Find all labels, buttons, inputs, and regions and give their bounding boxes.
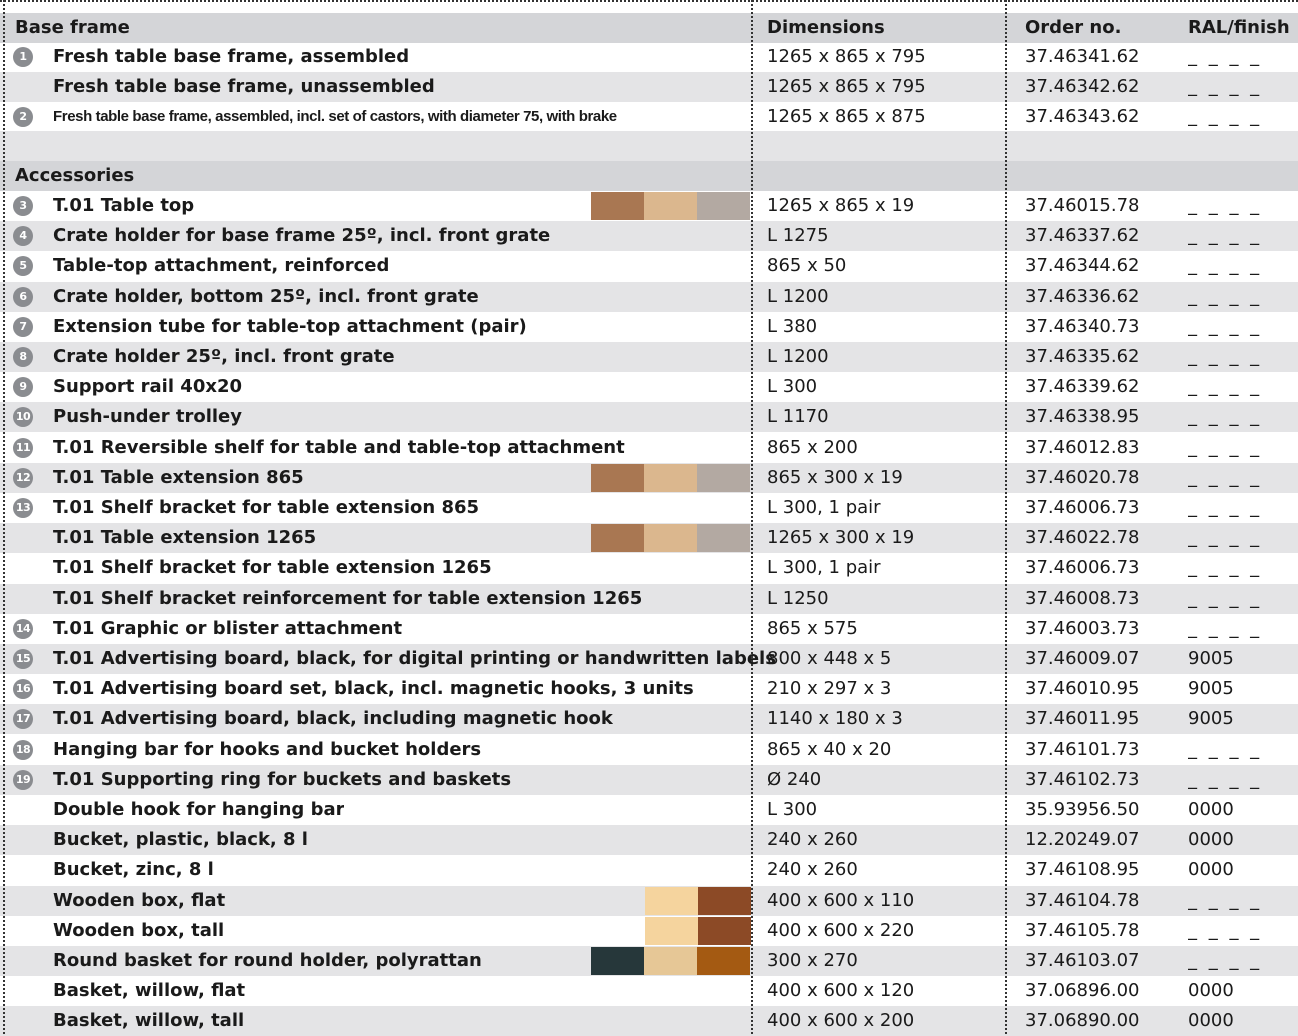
spacer-row — [0, 131, 1298, 161]
finish-swatch-wood-dark — [591, 524, 644, 552]
table-row — [0, 886, 1298, 916]
item-description: T.01 Advertising board, black, for digital printing or handwritten labels — [53, 648, 776, 669]
table-row — [0, 191, 1298, 221]
finish-swatch-wood-light — [644, 192, 697, 220]
item-ral-finish: _ _ _ _ — [1188, 739, 1263, 760]
item-dimensions: 865 x 575 — [767, 618, 858, 639]
item-order-number: 37.46009.07 — [1025, 648, 1140, 669]
item-order-number: 37.46102.73 — [1025, 769, 1140, 790]
item-order-number: 37.46101.73 — [1025, 739, 1140, 760]
item-description: Round basket for round holder, polyrattan — [53, 950, 482, 971]
item-dimensions: L 300 — [767, 376, 818, 397]
column-divider-order — [1005, 0, 1007, 1034]
table-row — [0, 42, 1298, 72]
table-row — [0, 282, 1298, 312]
table-row — [0, 433, 1298, 463]
item-dimensions: 400 x 600 x 220 — [767, 920, 915, 941]
table-row — [0, 735, 1298, 765]
table-row — [0, 342, 1298, 372]
item-description: Extension tube for table-top attachment (pair) — [53, 316, 527, 337]
item-ral-finish: 9005 — [1188, 678, 1234, 699]
item-description: Crate holder, bottom 25º, incl. front grate — [53, 286, 479, 307]
item-order-number: 37.06896.00 — [1025, 980, 1140, 1001]
item-ral-finish: _ _ _ _ — [1188, 316, 1263, 337]
item-dimensions: L 1250 — [767, 588, 829, 609]
item-dimensions: L 300, 1 pair — [767, 497, 881, 518]
table-row — [0, 1006, 1298, 1036]
item-description: T.01 Table extension 1265 — [53, 527, 317, 548]
item-order-number: 37.46337.62 — [1025, 225, 1140, 246]
finish-swatch-wood-light — [644, 464, 697, 492]
item-ral-finish: _ _ _ _ — [1188, 255, 1263, 276]
item-description: Wooden box, flat — [53, 890, 226, 911]
item-description: T.01 Shelf bracket reinforcement for table extension 1265 — [53, 588, 643, 609]
item-description: T.01 Table extension 865 — [53, 467, 304, 488]
base-frame-heading: Base frame — [15, 17, 130, 38]
item-ral-finish: _ _ _ _ — [1188, 106, 1263, 127]
item-number-badge: 14 — [13, 619, 33, 639]
item-number-badge: 9 — [13, 377, 33, 397]
item-dimensions: 865 x 40 x 20 — [767, 739, 892, 760]
item-description: T.01 Table top — [53, 195, 195, 216]
item-number-badge: 18 — [13, 740, 33, 760]
item-ral-finish: _ _ _ _ — [1188, 769, 1263, 790]
item-order-number: 37.46108.95 — [1025, 859, 1140, 880]
item-order-number: 37.46006.73 — [1025, 497, 1140, 518]
item-dimensions: L 380 — [767, 316, 818, 337]
finish-swatch-pine — [645, 917, 698, 945]
finish-swatches — [645, 917, 751, 945]
item-order-number: 37.46104.78 — [1025, 890, 1140, 911]
finish-swatch-wood-light — [644, 524, 697, 552]
item-ral-finish: 0000 — [1188, 980, 1234, 1001]
table-row — [0, 584, 1298, 614]
finish-swatches — [591, 947, 750, 975]
item-dimensions: 240 x 260 — [767, 859, 858, 880]
item-number-badge: 12 — [13, 468, 33, 488]
item-ral-finish: _ _ _ _ — [1188, 618, 1263, 639]
item-description: Bucket, plastic, black, 8 l — [53, 829, 308, 850]
item-ral-finish: _ _ _ _ — [1188, 950, 1263, 971]
item-ral-finish: _ _ _ _ — [1188, 195, 1263, 216]
item-order-number: 35.93956.50 — [1025, 799, 1140, 820]
item-description: T.01 Advertising board, black, including magnetic hook — [53, 708, 613, 729]
table-row — [0, 704, 1298, 734]
ral-heading: RAL/finish — [1188, 17, 1290, 38]
item-description: Hanging bar for hooks and bucket holders — [53, 739, 482, 760]
item-description: Push-under trolley — [53, 406, 242, 427]
item-order-number: 37.46341.62 — [1025, 46, 1140, 67]
dimensions-heading: Dimensions — [767, 17, 885, 38]
table-row — [0, 221, 1298, 251]
item-description: Fresh table base frame, unassembled — [53, 76, 435, 97]
item-description: Crate holder 25º, incl. front grate — [53, 346, 395, 367]
item-order-number: 37.46012.83 — [1025, 437, 1140, 458]
item-dimensions: 800 x 448 x 5 — [767, 648, 892, 669]
item-dimensions: 1265 x 865 x 795 — [767, 76, 926, 97]
item-ral-finish: _ _ _ _ — [1188, 557, 1263, 578]
item-ral-finish: _ _ _ _ — [1188, 527, 1263, 548]
item-order-number: 37.46340.73 — [1025, 316, 1140, 337]
finish-swatch-concrete — [697, 192, 750, 220]
item-dimensions: 1265 x 300 x 19 — [767, 527, 915, 548]
item-description: T.01 Supporting ring for buckets and baskets — [53, 769, 512, 790]
item-ral-finish: _ _ _ _ — [1188, 286, 1263, 307]
finish-swatch-walnut — [698, 887, 751, 915]
table-row — [0, 251, 1298, 281]
item-number-badge: 10 — [13, 407, 33, 427]
order-no-heading: Order no. — [1025, 17, 1122, 38]
item-ral-finish: 0000 — [1188, 829, 1234, 850]
item-ral-finish: _ _ _ _ — [1188, 76, 1263, 97]
table-row — [0, 916, 1298, 946]
item-description: Crate holder for base frame 25º, incl. front grate — [53, 225, 551, 246]
item-ral-finish: _ _ _ _ — [1188, 890, 1263, 911]
item-number-badge: 16 — [13, 679, 33, 699]
item-number-badge: 7 — [13, 317, 33, 337]
item-number-badge: 17 — [13, 709, 33, 729]
item-dimensions: L 300 — [767, 799, 818, 820]
item-order-number: 37.46020.78 — [1025, 467, 1140, 488]
finish-swatch-brown — [697, 947, 750, 975]
item-ral-finish: 9005 — [1188, 648, 1234, 669]
item-order-number: 37.46103.07 — [1025, 950, 1140, 971]
item-description: Fresh table base frame, assembled, incl. set of castors, with diameter 75, with brake — [53, 108, 617, 125]
item-description: T.01 Reversible shelf for table and table-top attachment — [53, 437, 625, 458]
item-ral-finish: 0000 — [1188, 859, 1234, 880]
item-order-number: 37.46015.78 — [1025, 195, 1140, 216]
item-description: Support rail 40x20 — [53, 376, 242, 397]
table-row — [0, 102, 1298, 132]
item-description: T.01 Advertising board set, black, incl. magnetic hooks, 3 units — [53, 678, 694, 699]
table-row — [0, 946, 1298, 976]
item-dimensions: 400 x 600 x 120 — [767, 980, 915, 1001]
finish-swatches — [591, 192, 750, 220]
table-row — [0, 644, 1298, 674]
item-description: Double hook for hanging bar — [53, 799, 345, 820]
item-number-badge: 2 — [13, 107, 33, 127]
table-row — [0, 493, 1298, 523]
item-ral-finish: _ _ _ _ — [1188, 225, 1263, 246]
item-dimensions: 1265 x 865 x 875 — [767, 106, 926, 127]
item-number-badge: 8 — [13, 347, 33, 367]
item-order-number: 37.46006.73 — [1025, 557, 1140, 578]
item-order-number: 37.46022.78 — [1025, 527, 1140, 548]
item-dimensions: 865 x 200 — [767, 437, 858, 458]
finish-swatches — [645, 887, 751, 915]
item-order-number: 37.46335.62 — [1025, 346, 1140, 367]
item-ral-finish: 9005 — [1188, 708, 1234, 729]
item-dimensions: Ø 240 — [767, 769, 822, 790]
table-row — [0, 72, 1298, 102]
table-row — [0, 402, 1298, 432]
table-row — [0, 372, 1298, 402]
item-dimensions: L 300, 1 pair — [767, 557, 881, 578]
item-dimensions: 210 x 297 x 3 — [767, 678, 892, 699]
item-number-badge: 1 — [13, 47, 33, 67]
item-order-number: 37.46010.95 — [1025, 678, 1140, 699]
table-row — [0, 614, 1298, 644]
item-number-badge: 4 — [13, 226, 33, 246]
item-description: Fresh table base frame, assembled — [53, 46, 410, 67]
item-dimensions: 300 x 270 — [767, 950, 858, 971]
item-dimensions: L 1200 — [767, 286, 829, 307]
finish-swatch-wood-dark — [591, 192, 644, 220]
item-order-number: 37.46343.62 — [1025, 106, 1140, 127]
accessories-header — [0, 161, 1298, 191]
item-dimensions: 1265 x 865 x 795 — [767, 46, 926, 67]
item-description: Wooden box, tall — [53, 920, 225, 941]
item-description: T.01 Graphic or blister attachment — [53, 618, 403, 639]
item-description: Basket, willow, flat — [53, 980, 246, 1001]
finish-swatches — [591, 524, 750, 552]
item-order-number: 37.46011.95 — [1025, 708, 1140, 729]
table-row — [0, 795, 1298, 825]
column-divider-dimensions — [751, 0, 753, 1034]
item-ral-finish: 0000 — [1188, 799, 1234, 820]
table-row — [0, 463, 1298, 493]
item-dimensions: 1140 x 180 x 3 — [767, 708, 903, 729]
item-ral-finish: _ _ _ _ — [1188, 437, 1263, 458]
table-row — [0, 523, 1298, 553]
finish-swatch-wood-dark — [591, 464, 644, 492]
item-number-badge: 5 — [13, 256, 33, 276]
item-description: T.01 Shelf bracket for table extension 1265 — [53, 557, 492, 578]
table-row — [0, 765, 1298, 795]
table-header — [0, 13, 1298, 43]
item-dimensions: 400 x 600 x 200 — [767, 1010, 915, 1031]
item-ral-finish: _ _ _ _ — [1188, 406, 1263, 427]
item-ral-finish: _ _ _ _ — [1188, 920, 1263, 941]
item-ral-finish: _ _ _ _ — [1188, 376, 1263, 397]
item-ral-finish: _ _ _ _ — [1188, 46, 1263, 67]
item-description: Bucket, zinc, 8 l — [53, 859, 214, 880]
item-dimensions: 240 x 260 — [767, 829, 858, 850]
item-number-badge: 3 — [13, 196, 33, 216]
item-dimensions: 865 x 300 x 19 — [767, 467, 903, 488]
item-order-number: 37.06890.00 — [1025, 1010, 1140, 1031]
finish-swatch-pine — [645, 887, 698, 915]
finish-swatch-concrete — [697, 464, 750, 492]
table-row — [0, 674, 1298, 704]
item-order-number: 37.46008.73 — [1025, 588, 1140, 609]
item-description: T.01 Shelf bracket for table extension 865 — [53, 497, 480, 518]
finish-swatch-anthracite — [591, 947, 644, 975]
item-dimensions: L 1275 — [767, 225, 829, 246]
item-order-number: 37.46336.62 — [1025, 286, 1140, 307]
item-order-number: 37.46338.95 — [1025, 406, 1140, 427]
table-row — [0, 553, 1298, 583]
item-ral-finish: 0000 — [1188, 1010, 1234, 1031]
table-row — [0, 976, 1298, 1006]
item-dimensions: 1265 x 865 x 19 — [767, 195, 915, 216]
item-ral-finish: _ _ _ _ — [1188, 346, 1263, 367]
item-ral-finish: _ _ _ _ — [1188, 588, 1263, 609]
finish-swatch-natural — [644, 947, 697, 975]
accessories-heading: Accessories — [15, 165, 135, 186]
item-number-badge: 6 — [13, 287, 33, 307]
item-ral-finish: _ _ _ _ — [1188, 467, 1263, 488]
top-divider — [0, 0, 1298, 2]
left-divider — [3, 0, 5, 1034]
item-order-number: 37.46342.62 — [1025, 76, 1140, 97]
item-order-number: 12.20249.07 — [1025, 829, 1140, 850]
item-order-number: 37.46344.62 — [1025, 255, 1140, 276]
item-dimensions: 865 x 50 — [767, 255, 847, 276]
item-number-badge: 13 — [13, 498, 33, 518]
item-order-number: 37.46003.73 — [1025, 618, 1140, 639]
table-row — [0, 825, 1298, 855]
item-order-number: 37.46339.62 — [1025, 376, 1140, 397]
item-dimensions: L 1200 — [767, 346, 829, 367]
item-order-number: 37.46105.78 — [1025, 920, 1140, 941]
item-number-badge: 15 — [13, 649, 33, 669]
item-ral-finish: _ _ _ _ — [1188, 497, 1263, 518]
item-description: Basket, willow, tall — [53, 1010, 245, 1031]
table-row — [0, 312, 1298, 342]
table-row — [0, 855, 1298, 885]
item-number-badge: 19 — [13, 770, 33, 790]
finish-swatches — [591, 464, 750, 492]
finish-swatch-concrete — [697, 524, 750, 552]
item-description: Table-top attachment, reinforced — [53, 255, 390, 276]
item-dimensions: 400 x 600 x 110 — [767, 890, 915, 911]
item-dimensions: L 1170 — [767, 406, 829, 427]
finish-swatch-walnut — [698, 917, 751, 945]
item-number-badge: 11 — [13, 438, 33, 458]
